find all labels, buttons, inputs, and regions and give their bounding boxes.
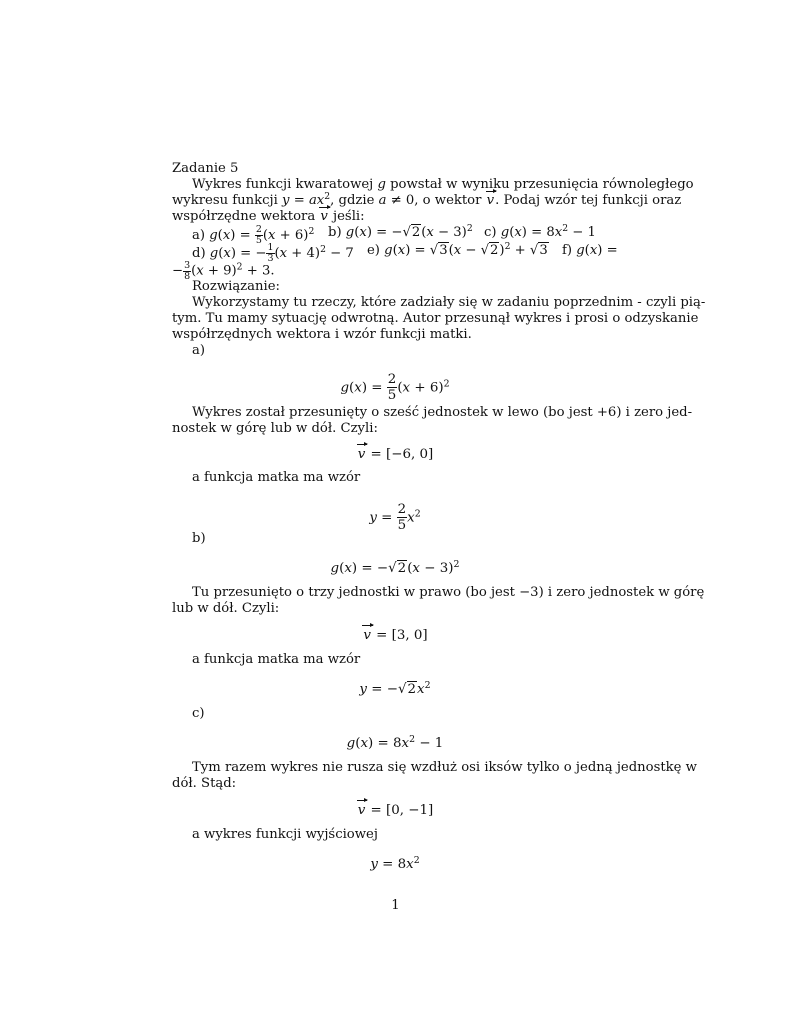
part-c-vector: v = [0, −1] [357, 803, 434, 818]
task-statement-line-3: współrzędne wektora v jeśli: [172, 209, 365, 224]
intro-line-2: tym. Tu mamy sytuację odwrotną. Autor przesunął wykres i prosi o odzyskanie [172, 311, 699, 326]
option-row-2 [192, 240, 618, 264]
intro-line-3: współrzędnych wektora i wzór funkcji matki. [172, 327, 472, 342]
part-b-label: b) [192, 531, 206, 546]
part-b-vector: v = [3, 0] [363, 628, 428, 643]
part-c-text-2: dół. Stąd: [172, 776, 237, 791]
option-d: d) g(x) = − $\frac{1}{3}$ $(x + 4)^2 - 7$ [192, 242, 354, 264]
option-c: c) $g(x) = 8x^2 - 1$ [484, 222, 596, 240]
part-a-parent: y = $\frac{2}{5}$ $x^2$ [369, 502, 421, 534]
part-c-parent-label: a wykres funkcji wyjściowej [192, 827, 378, 842]
part-b-text-2: lub w dół. Czyli: [172, 601, 280, 616]
option-f: f) g(x) = [562, 243, 618, 258]
part-b-parent-label: a funkcja matka ma wzór [192, 652, 361, 667]
part-c-parent: $y = 8x^2$ [370, 854, 420, 872]
task-title: Zadanie 5 [172, 161, 239, 176]
intro-line-1: Wykorzystamy tu rzeczy, które zadziały się w zadaniu poprzednim - czyli pią- [192, 295, 706, 310]
part-a-text-2: nostek w górę lub w dół. Czyli: [172, 421, 378, 436]
option-e: e) $g(x) = √3(x - √2)^2 + √3$ [367, 240, 548, 258]
part-c-text-1: Tym razem wykres nie rusza się wzdłuż osi iksów tylko o jedną jednostkę w [192, 760, 697, 775]
task-statement-line-1: Wykres funkcji kwaratowej g powstał w wyniku przesunięcia równoległego [192, 177, 694, 192]
option-a: a) g(x) = $\frac{2}{5}$ $(x + 6)^2$ [192, 224, 315, 246]
part-a-label: a) [192, 343, 206, 358]
part-b-equation: $g(x) = -√2(x - 3)^2$ [330, 558, 460, 576]
page-number: 1 [391, 898, 400, 913]
part-b-parent: $y = -√2x^2$ [359, 679, 431, 697]
part-c-equation: $g(x) = 8x^2 - 1$ [346, 733, 444, 751]
option-row-1 [192, 222, 618, 246]
part-a-equation: g(x) = $\frac{2}{5}$ $(x + 6)^2$ [340, 372, 450, 404]
part-a-vector: v = [−6, 0] [357, 447, 434, 462]
part-a-parent-label: a funkcja matka ma wzór [192, 470, 361, 485]
task-statement-line-2: wykresu funkcji $y = ax^2$, gdzie a ≠ 0, o wektor v. Podaj wzór tej funkcji oraz [172, 190, 682, 208]
solution-heading: Rozwiązanie: [192, 279, 280, 294]
option-f-continued: − $\frac{3}{8}$ $(x + 9)^2 + 3$. [172, 260, 275, 282]
part-a-text-1: Wykres został przesunięty o sześć jednostek w lewo (bo jest +6) i zero jed- [192, 405, 693, 420]
part-b-text-1: Tu przesunięto o trzy jednostki w prawo (bo jest −3) i zero jednostek w górę [192, 585, 705, 600]
part-c-label: c) [192, 706, 205, 721]
option-b: b) $g(x) = -√2(x - 3)^2$ [328, 222, 473, 240]
